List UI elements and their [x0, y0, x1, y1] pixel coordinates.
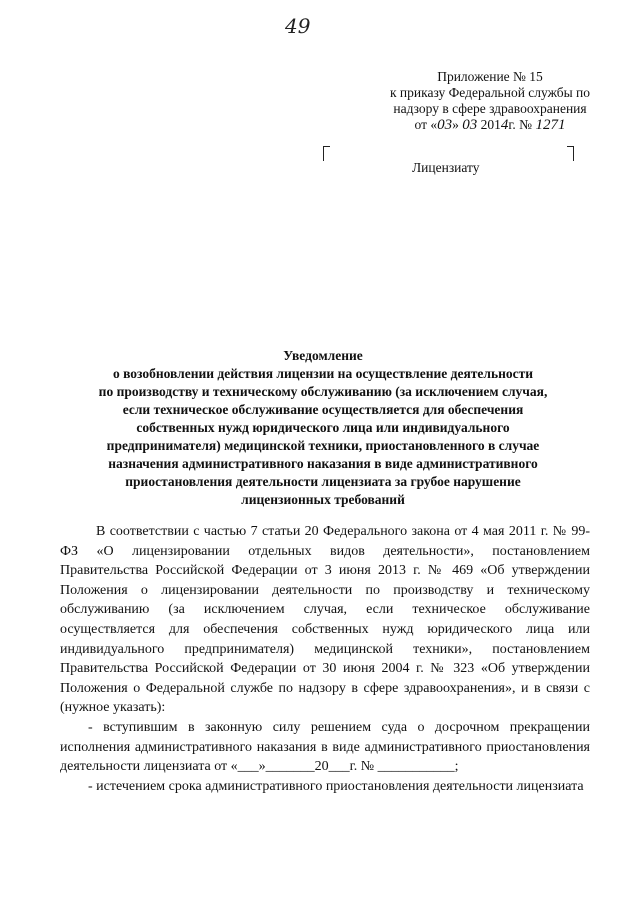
- title-line: по производству и техническому обслуживанию (за исключением случая,: [98, 384, 548, 399]
- title-line: о возобновлении действия лицензии на осуществление деятельности: [112, 366, 534, 381]
- title-line: назначения административного наказания в виде административного: [108, 456, 538, 471]
- title-line: приостановления деятельности лицензиата за грубое нарушение: [125, 474, 521, 489]
- body-paragraph: В соответствии с частью 7 статьи 20 Федерального закона от 4 мая 2011 г. № 99-ФЗ «О лицензировании отдельных видов деятельности», постановлением Правительства Российской Федерации от 3 июня 2013 г. № 469 «Об утверждении Положения о лицензировании деятельности по производству и техническому обслуживанию (за исключением случая, если техническое обслуживание осуществляется для обеспечения собственных нужд юридического лица или индивидуального предпринимателя) медицинской техники», постановлением Правительства Российской Федерации от 30 июня 2004 г. № 323 «Об утверждении Положения о Федеральной службе по надзору в сфере здравоохранения», и в связи с (нужное указать):: [60, 524, 590, 716]
- title-line: собственных нужд юридического лица или индивидуального: [136, 420, 510, 435]
- order-label: г. №: [508, 117, 533, 132]
- address-bracket-left: [323, 146, 330, 161]
- title-heading: Уведомление: [283, 348, 363, 363]
- page-number: 49: [285, 14, 311, 38]
- option-court-decision: - вступившим в законную силу решением суда о досрочном прекращении исполнения административного наказания в виде административного приостановления деятельности лицензиата от «___»_______20___г. № ___________;: [60, 719, 590, 775]
- title-line: лицензионных требований: [241, 492, 405, 507]
- annex-line-2: к приказу Федеральной службы по: [389, 85, 591, 100]
- title-line: если техническое обслуживание осуществляется для обеспечения: [122, 402, 524, 417]
- annex-block: [370, 69, 610, 133]
- date-mid: »: [452, 117, 463, 132]
- handwritten-month: 03: [462, 117, 478, 133]
- annex-date-line: [370, 117, 610, 133]
- notice-title: [78, 347, 568, 509]
- address-bracket-right: [567, 146, 574, 161]
- handwritten-order-number: 1271: [535, 117, 566, 133]
- handwritten-year-digit: 4: [500, 117, 509, 133]
- option-term-expiry: - истечением срока административного приостановления деятельности лицензиата: [88, 778, 584, 794]
- handwritten-day: 03: [437, 117, 453, 133]
- year-prefix: 201: [477, 117, 501, 132]
- annex-line-3: надзору в сфере здравоохранения: [393, 101, 587, 116]
- notice-body: [60, 522, 590, 796]
- annex-line-1: Приложение № 15: [437, 69, 543, 84]
- recipient-label: Лицензиату: [412, 160, 480, 175]
- date-prefix: от «: [414, 117, 438, 132]
- title-line: предпринимателя) медицинской техники, приостановленного в случае: [106, 438, 540, 453]
